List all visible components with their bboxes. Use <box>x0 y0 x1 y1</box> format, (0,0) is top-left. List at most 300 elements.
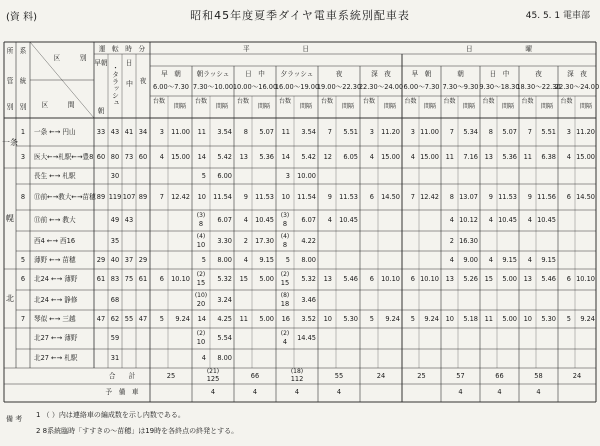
row-wd-count-0-0: 3 <box>159 127 164 136</box>
weekday-period-2: 日 中 <box>245 70 265 78</box>
row-wd-interval-5-2: 17.30 <box>255 236 274 245</box>
row-run-8-1: 68 <box>110 295 120 304</box>
office-1: 幌 <box>6 213 14 223</box>
heading-run-yoru: 夜 <box>139 77 147 85</box>
row-run-9-3: 47 <box>138 314 148 323</box>
row-su-count-6-2: 4 <box>488 255 493 264</box>
row-su-count-7-0: 6 <box>410 275 415 283</box>
weekday-period-0: 早 朝 <box>161 70 181 78</box>
row-wd-count-3-1: 10 <box>197 192 206 201</box>
row-wd-count-6-1: 5 <box>201 255 206 264</box>
row-wd-link-8-1: (10) <box>194 291 208 299</box>
row-run-11-1: 31 <box>110 354 120 362</box>
sunday-period-3: 夜 <box>535 70 542 78</box>
total-wd-1: 125 <box>206 375 220 383</box>
heading-run-asa: 朝 <box>97 107 105 115</box>
weekday-daisu-1: 台数 <box>194 98 208 105</box>
row-su-interval-3-0: 12.42 <box>420 192 439 201</box>
sunday-daisu-4: 台数 <box>560 98 573 105</box>
row-system-3: 8 <box>20 192 26 201</box>
row-su-count-0-3: 7 <box>527 127 532 136</box>
sunday-daisu-1: 台数 <box>443 98 456 105</box>
row-route-0: 一条 ←→ 円山 <box>34 127 76 136</box>
sunday-period-time-4: 22.30〜24.00 <box>554 83 600 91</box>
row-run-1-0: 60 <box>96 152 106 161</box>
reserve-wd-2: 4 <box>252 388 258 396</box>
row-wd-interval-4-4: 10.45 <box>339 216 358 224</box>
row-wd-count-11-1: 4 <box>201 354 206 362</box>
office-0: 一条 <box>2 138 18 147</box>
row-su-interval-3-4: 14.50 <box>576 192 595 201</box>
sunday-kankaku-0: 間隔 <box>423 103 437 110</box>
reserve-wd-3: 4 <box>294 388 300 396</box>
row-route-1: 医大←→札駅←→豊8 <box>34 152 94 161</box>
row-su-count-4-1: 4 <box>449 216 454 224</box>
row-wd-interval-7-1: 5.32 <box>217 275 232 283</box>
row-su-count-0-2: 8 <box>488 127 493 136</box>
total-wd-link-1: (21) <box>206 368 220 375</box>
weekday-daisu-5: 台数 <box>362 98 376 105</box>
row-wd-interval-9-3: 3.52 <box>301 314 316 323</box>
notes-section <box>6 406 596 442</box>
row-su-interval-9-0: 9.24 <box>424 314 439 323</box>
heading-tou: 統 <box>19 77 27 85</box>
row-su-interval-0-1: 5.34 <box>463 127 478 136</box>
row-wd-interval-3-0: 12.42 <box>171 192 190 201</box>
row-wd-interval-0-5: 11.20 <box>381 127 400 136</box>
row-wd-count-9-0: 5 <box>159 314 164 323</box>
row-wd-interval-1-1: 5.42 <box>217 152 232 161</box>
sunday-period-2: 日 中 <box>489 70 510 78</box>
row-wd-interval-0-2: 5.07 <box>259 127 274 136</box>
row-run-7-2: 75 <box>124 275 134 283</box>
row-su-count-9-3: 10 <box>523 314 532 323</box>
notes-title: 備 考 <box>6 415 23 423</box>
weekday-period-3: 夕ラッシュ <box>280 70 314 78</box>
row-wd-interval-7-3: 5.32 <box>301 275 316 283</box>
document-label: (資 料) <box>6 12 37 23</box>
row-route-9: 琴似 ←→ 三越 <box>34 314 76 323</box>
row-su-interval-6-2: 9.15 <box>502 255 517 264</box>
row-su-count-9-2: 11 <box>484 314 493 323</box>
heading-kubetsu: 区 別 <box>53 54 87 62</box>
document-title: 昭和45年度夏季ダイヤ電車系統別配車表 <box>190 9 410 22</box>
row-run-4-2: 43 <box>124 216 134 224</box>
row-wd-interval-4-1: 6.07 <box>217 216 232 224</box>
row-wd-count-0-2: 8 <box>243 127 248 136</box>
sunday-kankaku-2: 間隔 <box>501 103 515 110</box>
row-run-1-1: 80 <box>110 152 120 161</box>
row-route-8: 北24 ←→ 静修 <box>34 295 78 304</box>
row-wd-count-3-4: 9 <box>327 192 332 201</box>
row-su-interval-1-2: 5.36 <box>502 152 517 161</box>
row-su-count-9-1: 10 <box>445 314 454 323</box>
row-run-0-3: 34 <box>138 127 148 136</box>
heading-sunday: 日 曜 <box>466 45 532 53</box>
row-su-interval-6-3: 9.15 <box>541 255 556 264</box>
heading-betsu2: 別 <box>19 103 27 111</box>
weekday-period-5: 深 夜 <box>371 70 391 78</box>
row-wd-link-4-3: (3) <box>280 212 290 219</box>
row-wd-link-7-3: (2) <box>280 271 290 278</box>
heading-sho: 所 <box>6 47 14 55</box>
row-run-0-2: 41 <box>124 127 134 136</box>
row-su-interval-4-2: 10.45 <box>498 216 517 224</box>
row-wd-count-7-2: 15 <box>239 275 248 283</box>
row-wd-count-6-3: 5 <box>285 255 290 264</box>
heading-run-chu: 中 <box>125 80 134 87</box>
row-wd-count-3-3: 10 <box>281 192 290 201</box>
row-su-interval-7-0: 10.10 <box>420 275 439 283</box>
row-wd-count-10-1: 10 <box>196 338 206 346</box>
row-su-interval-1-3: 6.38 <box>541 152 556 161</box>
row-wd-interval-0-4: 5.51 <box>343 127 358 136</box>
row-su-interval-9-3: 5.30 <box>541 314 556 323</box>
row-wd-count-1-3: 14 <box>281 152 290 161</box>
row-wd-interval-8-1: 3.24 <box>217 295 232 304</box>
row-wd-interval-1-5: 15.00 <box>381 152 400 161</box>
row-su-interval-9-4: 9.24 <box>580 314 595 323</box>
row-wd-interval-9-2: 5.00 <box>259 314 274 323</box>
heading-betsu: 別 <box>6 103 14 111</box>
weekday-period-time-1: 7.30〜10.00 <box>192 83 234 91</box>
row-wd-link-5-3: (4) <box>280 232 290 240</box>
total-wd-3: 112 <box>290 375 304 383</box>
weekday-period-1: 朝ラッシュ <box>196 70 230 78</box>
row-su-interval-7-2: 5.00 <box>502 275 517 283</box>
row-su-count-4-3: 4 <box>527 216 532 224</box>
reserve-su-1: 4 <box>458 388 463 396</box>
note-2: 2 8系統臨時「すすきの〜苗穂」は19時を各終点の終発とする。 <box>36 427 239 435</box>
row-wd-interval-3-4: 11.53 <box>339 192 358 201</box>
row-wd-interval-1-3: 5.42 <box>301 152 316 161</box>
row-su-interval-7-1: 5.26 <box>463 275 478 283</box>
row-run-6-3: 29 <box>138 255 148 264</box>
weekday-daisu-2: 台数 <box>236 98 250 105</box>
row-su-count-3-1: 8 <box>449 192 454 201</box>
row-su-interval-9-1: 5.18 <box>463 314 478 323</box>
sunday-period-time-1: 7.30〜9.30 <box>442 83 479 91</box>
row-wd-count-0-1: 11 <box>197 127 206 136</box>
row-system-0: 1 <box>20 127 26 136</box>
row-wd-interval-3-5: 14.50 <box>381 192 400 201</box>
sunday-kankaku-1: 間隔 <box>462 103 476 110</box>
weekday-period-time-2: 10.00〜16.00 <box>232 83 278 91</box>
row-su-count-1-3: 11 <box>523 152 532 161</box>
row-wd-count-7-1: 15 <box>196 279 206 287</box>
row-route-3: ⑪前←→教大←→苗穂 <box>34 192 96 201</box>
row-route-11: 北27 ←→ 札駅 <box>34 354 78 362</box>
row-wd-count-1-4: 12 <box>323 152 332 161</box>
row-su-interval-3-1: 13.07 <box>459 192 478 201</box>
weekday-daisu-4: 台数 <box>320 98 334 105</box>
heading-run-rush: ・タラッシュ <box>111 64 120 106</box>
row-su-interval-3-3: 11.56 <box>537 192 556 201</box>
row-run-7-1: 83 <box>110 275 120 283</box>
row-wd-interval-3-1: 11.54 <box>213 192 232 201</box>
row-wd-count-7-0: 6 <box>159 275 164 283</box>
row-wd-count-0-5: 3 <box>369 127 374 136</box>
row-route-5: 西4 ←→ 西16 <box>34 236 76 245</box>
heading-weekday: 平 日 <box>243 45 309 53</box>
reserve-label: 予 備 車 <box>105 388 139 396</box>
row-wd-count-10-3: 4 <box>282 338 288 346</box>
row-run-9-0: 47 <box>96 314 106 323</box>
office-2: 北 <box>6 293 14 303</box>
row-wd-count-3-0: 7 <box>159 192 164 201</box>
weekday-kankaku-4: 間隔 <box>341 103 355 110</box>
heading-run-soucho: 早朝 <box>94 59 108 67</box>
row-wd-count-5-1: 10 <box>196 240 206 249</box>
heading-kei: 系 <box>19 47 27 55</box>
row-wd-interval-0-0: 11.00 <box>171 127 190 136</box>
heading-kukan: 区 間 <box>41 101 75 109</box>
row-su-count-9-0: 5 <box>410 314 415 323</box>
row-wd-interval-9-1: 4.25 <box>217 314 232 323</box>
sunday-period-time-0: 6.00〜7.30 <box>403 83 440 91</box>
row-run-0-0: 33 <box>96 127 106 136</box>
weekday-kankaku-3: 間隔 <box>299 103 313 110</box>
row-su-interval-0-2: 5.07 <box>502 127 517 136</box>
total-wd-link-3: (18) <box>290 368 304 375</box>
row-system-6: 5 <box>20 255 26 264</box>
row-wd-interval-9-5: 9.24 <box>385 314 400 323</box>
row-wd-interval-7-0: 10.10 <box>171 275 190 283</box>
row-wd-count-5-2: 2 <box>243 236 248 245</box>
row-su-count-7-3: 13 <box>523 275 532 283</box>
row-run-3-3: 89 <box>138 192 148 201</box>
row-wd-interval-6-1: 8.00 <box>217 255 232 264</box>
row-su-interval-0-0: 11.00 <box>420 127 439 136</box>
total-su-2: 66 <box>495 372 504 380</box>
row-wd-interval-3-3: 11.54 <box>297 192 316 201</box>
heading-unten: 運 転 時 分 <box>98 45 146 53</box>
row-wd-count-1-0: 4 <box>159 152 164 161</box>
row-su-count-1-1: 11 <box>445 152 454 161</box>
row-wd-interval-0-1: 3.54 <box>217 127 232 136</box>
row-wd-link-4-1: (3) <box>196 212 206 219</box>
sunday-period-time-2: 9.30〜18.30 <box>479 83 520 91</box>
row-wd-interval-4-3: 6.07 <box>301 216 316 224</box>
weekday-period-time-3: 16.00〜19.00 <box>274 83 320 91</box>
row-wd-interval-5-3: 4.22 <box>301 236 316 245</box>
row-su-count-3-4: 6 <box>566 192 571 201</box>
row-su-interval-0-3: 5.51 <box>541 127 556 136</box>
row-run-9-1: 62 <box>110 314 120 323</box>
row-su-interval-5-1: 16.30 <box>459 236 478 245</box>
row-wd-count-4-4: 4 <box>327 216 332 224</box>
row-wd-interval-7-5: 10.10 <box>381 275 400 283</box>
row-su-count-3-3: 9 <box>527 192 532 201</box>
row-wd-count-0-4: 7 <box>327 127 332 136</box>
row-wd-interval-11-1: 8.00 <box>217 354 232 362</box>
row-wd-interval-10-3: 14.45 <box>297 334 316 342</box>
weekday-daisu-3: 台数 <box>278 98 292 105</box>
row-su-count-6-3: 4 <box>527 255 532 264</box>
row-run-6-2: 37 <box>124 255 134 264</box>
row-run-0-1: 43 <box>110 127 120 136</box>
row-system-1: 3 <box>20 152 26 161</box>
row-su-interval-4-3: 10.45 <box>537 216 556 224</box>
row-wd-interval-7-4: 5.46 <box>343 275 358 283</box>
weekday-period-time-4: 19.00〜22.30 <box>316 83 362 91</box>
row-wd-count-9-2: 11 <box>239 314 248 323</box>
weekday-period-time-5: 22.30〜24.00 <box>358 83 404 91</box>
row-su-interval-0-4: 11.20 <box>576 127 595 136</box>
row-wd-interval-2-3: 10.00 <box>297 171 316 180</box>
row-su-count-1-2: 13 <box>484 152 493 161</box>
row-su-count-3-2: 9 <box>488 192 493 201</box>
row-su-interval-4-1: 10.12 <box>459 216 478 224</box>
total-su-3: 58 <box>534 372 543 380</box>
sunday-period-1: 朝 <box>457 70 464 78</box>
reserve-su-3: 4 <box>536 388 541 396</box>
row-route-4: ⑪前 ←→ 教大 <box>34 216 76 224</box>
row-su-count-0-0: 3 <box>410 127 415 136</box>
weekday-daisu-0: 台数 <box>152 98 166 105</box>
sunday-kankaku-3: 間隔 <box>540 103 554 110</box>
row-wd-count-5-3: 8 <box>282 240 288 249</box>
row-su-count-0-4: 3 <box>566 127 571 136</box>
row-wd-count-7-4: 13 <box>323 275 332 283</box>
row-wd-count-9-3: 16 <box>281 314 290 323</box>
row-su-interval-7-3: 5.46 <box>541 275 556 283</box>
sunday-period-time-3: 18.30〜22.30 <box>516 83 561 91</box>
row-su-count-1-0: 4 <box>410 152 415 161</box>
row-run-1-2: 73 <box>124 152 134 161</box>
row-su-count-6-1: 4 <box>449 255 454 264</box>
reserve-su-2: 4 <box>497 388 502 396</box>
weekday-period-4: 夜 <box>335 70 343 78</box>
row-su-interval-1-1: 7.16 <box>463 152 478 161</box>
row-su-count-0-1: 7 <box>449 127 454 136</box>
row-route-7: 北24 ←→ 薄野 <box>34 275 78 283</box>
row-su-count-3-0: 7 <box>410 192 415 201</box>
row-wd-count-6-2: 4 <box>243 255 248 264</box>
row-wd-count-8-1: 20 <box>196 299 206 308</box>
row-wd-count-4-1: 8 <box>198 220 204 228</box>
row-wd-link-5-1: (4) <box>196 232 206 240</box>
row-wd-interval-4-2: 10.45 <box>255 216 274 224</box>
row-run-7-3: 61 <box>138 275 148 283</box>
row-wd-count-1-1: 14 <box>197 152 206 161</box>
row-su-interval-1-4: 15.00 <box>576 152 595 161</box>
row-wd-count-4-2: 4 <box>243 216 248 224</box>
row-wd-interval-9-4: 5.30 <box>343 314 358 323</box>
row-wd-count-1-2: 13 <box>239 152 248 161</box>
row-su-interval-1-0: 15.00 <box>420 152 439 161</box>
row-wd-interval-1-2: 5.36 <box>259 152 274 161</box>
row-wd-count-0-3: 11 <box>281 127 290 136</box>
row-su-count-9-4: 5 <box>566 314 571 323</box>
heading-run-hi: 日 <box>125 59 133 67</box>
sunday-daisu-3: 台数 <box>521 98 534 105</box>
row-wd-count-3-5: 6 <box>369 192 374 201</box>
row-system-9: 7 <box>20 314 26 323</box>
row-wd-count-7-3: 15 <box>280 279 290 287</box>
row-wd-count-9-5: 5 <box>369 314 374 323</box>
totals-label: 合 計 <box>108 372 136 380</box>
row-wd-link-8-3: (8) <box>280 291 290 299</box>
weekday-kankaku-2: 間隔 <box>257 103 271 110</box>
total-wd-4: 55 <box>334 372 344 380</box>
row-su-count-7-1: 13 <box>445 275 454 283</box>
row-wd-interval-7-2: 5.00 <box>259 275 274 283</box>
row-su-count-7-4: 6 <box>566 275 571 283</box>
row-wd-interval-2-1: 6.00 <box>217 171 232 180</box>
row-route-6: 薄野 ←→ 苗穂 <box>34 255 76 264</box>
total-su-1: 57 <box>456 372 465 380</box>
sunday-period-4: 深 夜 <box>567 70 587 78</box>
row-route-2: 長生 ←→ 札駅 <box>34 171 76 180</box>
total-wd-0: 25 <box>166 372 176 380</box>
row-run-7-0: 61 <box>96 275 106 283</box>
row-su-interval-3-2: 11.53 <box>498 192 517 201</box>
row-run-3-0: 89 <box>96 192 106 201</box>
row-wd-interval-1-4: 6.05 <box>343 152 358 161</box>
row-run-10-1: 59 <box>110 334 120 342</box>
row-run-5-1: 35 <box>110 236 120 245</box>
row-system-7: 6 <box>20 275 26 283</box>
row-route-10: 北27 ←→ 薄野 <box>34 334 78 342</box>
row-run-6-0: 29 <box>96 255 106 264</box>
row-run-6-1: 40 <box>110 255 120 264</box>
heading-kan: 管 <box>6 77 14 85</box>
row-wd-interval-5-1: 3.30 <box>217 236 232 245</box>
row-wd-link-10-1: (2) <box>196 330 206 337</box>
row-su-count-5-1: 2 <box>449 236 454 245</box>
reserve-wd-4: 4 <box>336 388 342 396</box>
row-wd-count-9-4: 10 <box>323 314 332 323</box>
row-wd-count-3-2: 9 <box>243 192 248 201</box>
row-wd-interval-10-1: 5.54 <box>217 334 232 342</box>
total-su-0: 25 <box>417 372 426 380</box>
total-su-4: 24 <box>572 372 582 380</box>
row-run-9-2: 55 <box>124 314 134 323</box>
weekday-kankaku-5: 間隔 <box>383 103 397 110</box>
total-wd-2: 66 <box>250 372 260 380</box>
reserve-wd-1: 4 <box>210 388 216 396</box>
row-wd-interval-0-3: 3.54 <box>301 127 316 136</box>
row-wd-count-9-1: 14 <box>197 314 206 323</box>
row-wd-link-7-1: (2) <box>196 271 206 278</box>
sunday-daisu-0: 台数 <box>404 98 417 105</box>
row-wd-count-7-5: 6 <box>369 275 374 283</box>
row-run-3-1: 119 <box>108 192 122 201</box>
sunday-kankaku-4: 間隔 <box>579 103 593 110</box>
weekday-kankaku-0: 間隔 <box>173 103 187 110</box>
row-su-count-1-4: 4 <box>566 152 571 161</box>
row-run-4-1: 49 <box>110 216 120 224</box>
row-su-interval-6-1: 9.00 <box>463 255 478 264</box>
row-wd-interval-1-0: 15.00 <box>171 152 190 161</box>
total-wd-5: 24 <box>376 372 386 380</box>
row-su-interval-7-4: 10.10 <box>576 275 595 283</box>
row-wd-interval-6-2: 9.15 <box>259 255 274 264</box>
weekday-period-time-0: 6.00〜7.30 <box>153 83 189 91</box>
sunday-daisu-2: 台数 <box>482 98 495 105</box>
row-wd-count-2-1: 5 <box>201 171 206 180</box>
row-su-count-4-2: 4 <box>488 216 493 224</box>
row-wd-interval-8-3: 3.46 <box>301 295 316 304</box>
row-wd-count-8-3: 18 <box>280 299 290 308</box>
row-su-count-7-2: 15 <box>484 275 493 283</box>
row-wd-interval-6-3: 8.00 <box>301 255 316 264</box>
row-wd-link-10-3: (2) <box>280 330 290 337</box>
row-wd-interval-3-2: 11.53 <box>255 192 274 201</box>
row-run-3-2: 107 <box>122 192 136 201</box>
row-wd-count-4-3: 8 <box>282 220 288 228</box>
